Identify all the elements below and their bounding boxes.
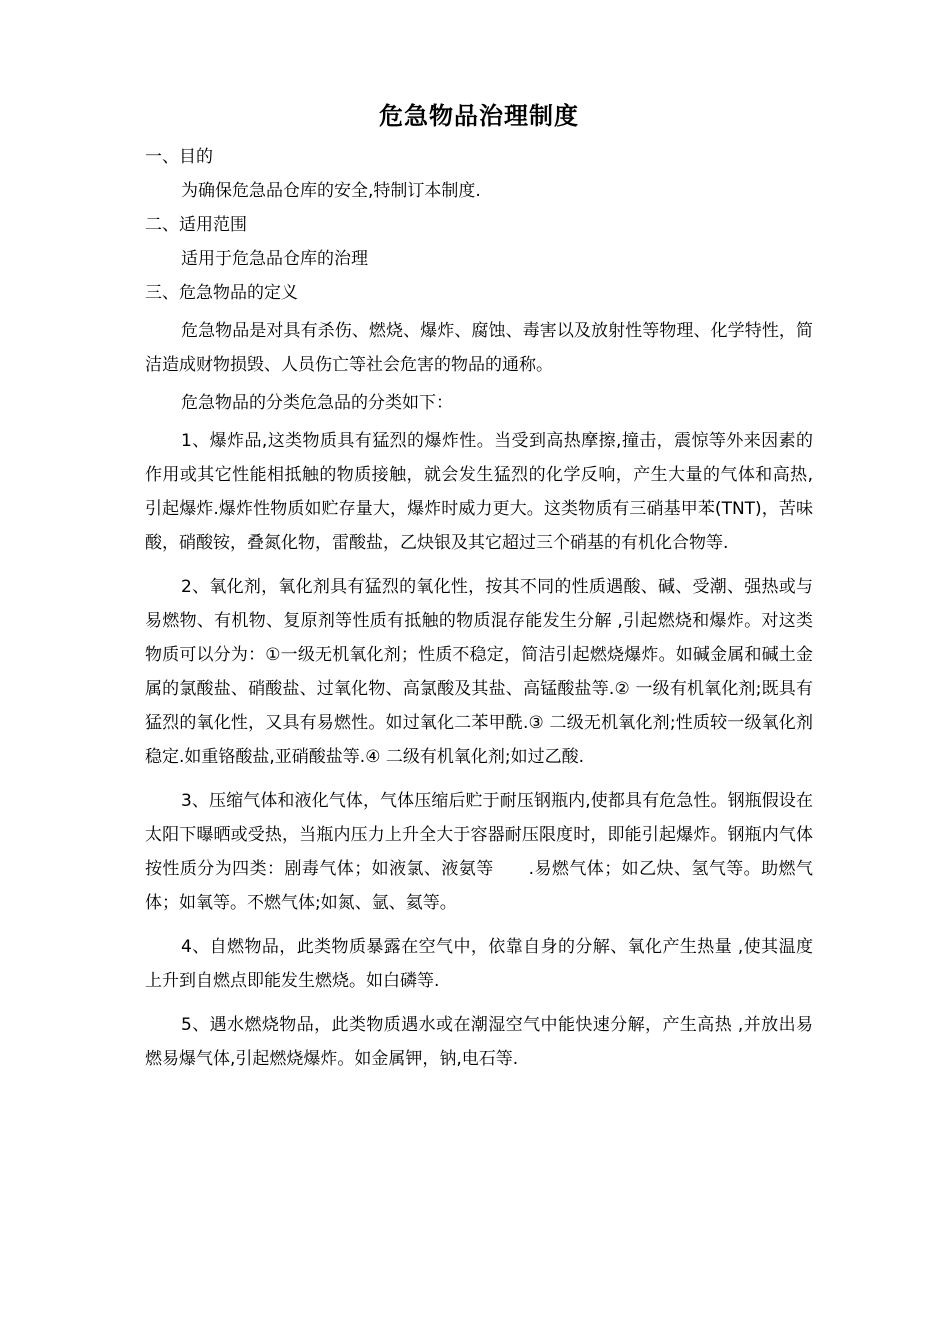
section-heading-definition: 三、危急物品的定义 xyxy=(145,283,298,303)
section-text-purpose: 为确保危急品仓库的安全,特制订本制度. xyxy=(181,181,481,201)
document-title: 危急物品治理制度 xyxy=(379,102,579,130)
list-item-compressed-gases: 3、压缩气体和液化气体，气体压缩后贮于耐压钢瓶内,使都具有危急性。钢瓶假设在太阳下曝晒或受热，当瓶内压力上升全大于容器耐压限度时，即能引起爆炸。钢瓶内气体按性质分为四类：剧毒气体；如液氯、液氨等 .易燃气体；如乙炔、氢气等。助燃气体；如氧等。不燃气体;如氮、氩、氦等。 xyxy=(145,791,813,913)
section-text-definition: 危急物品是对具有杀伤、燃烧、爆炸、腐蚀、毒害以及放射性等物理、化学特性，简洁造成财物损毁、人员伤亡等社会危害的物品的通称。 xyxy=(145,321,813,375)
section-text-scope: 适用于危急品仓库的治理 xyxy=(181,249,368,269)
section-heading-scope: 二、适用范围 xyxy=(145,215,247,235)
list-item-oxidizers: 2、氧化剂，氧化剂具有猛烈的氧化性，按其不同的性质遇酸、碱、受潮、强热或与易燃物、有机物、复原剂等性质有抵触的物质混存能发生分解 ,引起燃烧和爆炸。对这类物质可以分为：①一级无机氧化剂；性质不稳定，简洁引起燃烧爆炸。如碱金属和碱土金属的氯酸盐、硝酸盐、过氧化物、高氯酸及其盐、高锰酸盐等.② 一级有机氧化剂;既具有猛烈的氧化性，又具有易燃性。如过氧化二苯甲酰.③ 二级无机氧化剂;性质较一级氧化剂稳定.如重铬酸盐,亚硝酸盐等.④ 二级有机氧化剂;如过乙酸. xyxy=(145,577,813,767)
list-item-water-reactive: 5、遇水燃烧物品，此类物质遇水或在潮湿空气中能快速分解，产生高热 ,并放出易燃易爆气体,引起燃烧爆炸。如金属钾，钠,电石等. xyxy=(145,1015,813,1069)
list-item-self-igniting: 4、自燃物品，此类物质暴露在空气中，依靠自身的分解、氧化产生热量 ,使其温度上升到自燃点即能发生燃烧。如白磷等. xyxy=(145,937,813,991)
section-heading-purpose: 一、目的 xyxy=(145,147,213,167)
list-item-explosives: 1、爆炸品,这类物质具有猛烈的爆炸性。当受到高热摩擦,撞击，震惊等外来因素的作用或其它性能相抵触的物质接触，就会发生猛烈的化学反响，产生大量的气体和高热,引起爆炸.爆炸性物质如贮存量大，爆炸时威力更大。这类物质有三硝基甲苯(TNT)，苦味酸，硝酸铵，叠氮化物，雷酸盐，乙炔银及其它超过三个硝基的有机化合物等. xyxy=(145,431,813,553)
classification-intro: 危急物品的分类危急品的分类如下： xyxy=(181,393,453,413)
document-body xyxy=(145,96,813,1086)
